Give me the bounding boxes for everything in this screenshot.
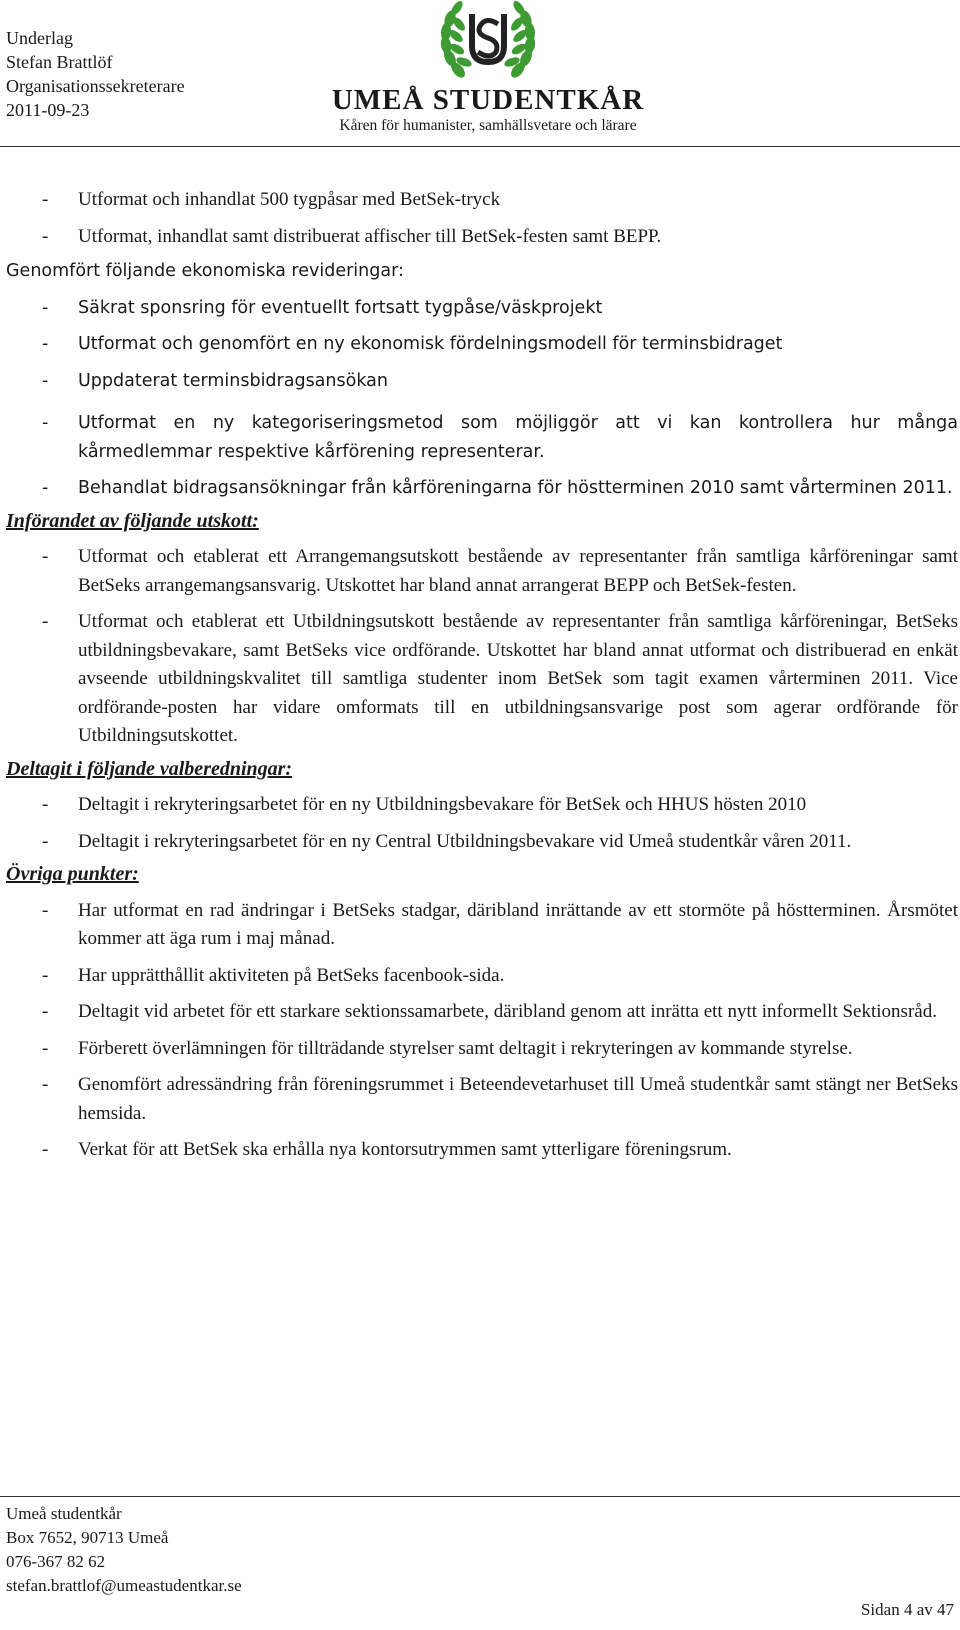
footer-divider xyxy=(0,1496,960,1497)
list-item: - Utformat en ny kategoriseringsmetod som möjliggör att vi kan kontrollera hur många kårmedlemmar respektive kårförening representerar. xyxy=(42,413,958,462)
list-item: - Utformat och genomfört en ny ekonomisk fördelningsmodell för terminsbidraget xyxy=(42,334,783,354)
list-item: - Genomfört adressändring från föreningsrummet i Beteendevetarhuset till Umeå studentkår samt stängt ner BetSeks hemsida. xyxy=(42,1074,958,1124)
brand-name: UMEÅ STUDENTKÅR xyxy=(331,84,645,116)
list-item: - Säkrat sponsring för eventuellt fortsatt tygpåse/väskprojekt xyxy=(42,297,603,318)
list-item: - Utformat, inhandlat samt distribuerat affischer till BetSek-festen samt BEPP. xyxy=(42,225,662,247)
footer-phone: 076-367 82 62 xyxy=(6,1552,106,1571)
document-meta xyxy=(6,26,185,122)
nominations-heading: Deltagit i följande valberedningar: xyxy=(6,757,293,780)
list-item: - Förberett överlämningen för tillträdande styrelser samt deltagit i rekryteringen av kommande styrelse. xyxy=(42,1037,853,1059)
list-item: - Utformat och etablerat ett Arrangemangsutskott bestående av representanter från samtliga kårföreningar samt BetSeks arrangemangsansvarig. Utskottet har bland annat arrangerat BEPP och BetSek-festen. xyxy=(42,546,958,596)
page-header xyxy=(0,0,960,150)
list-item: - Utformat och inhandlat 500 tygpåsar med BetSek-tryck xyxy=(42,189,501,210)
document-body xyxy=(6,186,958,1165)
list-item: - Utformat och etablerat ett Utbildningsutskott bestående av representanter från samtliga kårföreningar, BetSeks utbildningsbevakare, samt BetSeks vice ordförande. Utskottet har bland annat utformat och distribuerad en enkät avseende utbildningskvalitet till samtliga studenter inom BetSek som tagit examen vårterminen 2011. Vice ordförande-posten har vidare omformats till en utbildningsansvarige post som agerar ordförande för Utbildningsutskottet. xyxy=(42,611,958,746)
list-item: - Har utformat en rad ändringar i BetSeks stadgar, däribland inrättande av ett stormöte på höstterminen. Årsmötet kommer att äga rum i maj månad. xyxy=(42,899,958,949)
footer-org: Umeå studentkår xyxy=(6,1504,122,1523)
other-heading: Övriga punkter: xyxy=(6,863,139,885)
laurel-emblem-icon xyxy=(428,0,548,84)
list-item: - Deltagit i rekryteringsarbetet för en ny Central Utbildningsbevakare vid Umeå studentkår våren 2011. xyxy=(42,830,852,852)
header-divider xyxy=(0,146,960,147)
page-footer xyxy=(6,1502,242,1598)
meta-doc-type: Underlag xyxy=(6,28,73,48)
meta-author: Stefan Brattlöf xyxy=(6,52,113,72)
footer-address: Box 7652, 90713 Umeå xyxy=(6,1528,169,1547)
committees-heading: Införandet av följande utskott: xyxy=(6,509,259,532)
footer-email: stefan.brattlof@umeastudentkar.se xyxy=(6,1576,242,1595)
umea-studentkar-logo xyxy=(318,0,658,146)
list-item: - Deltagit i rekryteringsarbetet för en ny Utbildningsbevakare för BetSek och HHUS hösten 2010 xyxy=(42,794,807,815)
page-number: Sidan 4 av 47 xyxy=(860,1600,954,1619)
meta-role: Organisationssekreterare xyxy=(6,76,185,96)
economy-heading: Genomfört följande ekonomiska revideringar: xyxy=(6,261,404,281)
list-item: - Har upprätthållit aktiviteten på BetSeks facenbook-sida. xyxy=(42,964,505,986)
list-item: - Behandlat bidragsansökningar från kårföreningarna för höstterminen 2010 samt vårterminen 2011. xyxy=(42,478,953,498)
list-item: - Verkat för att BetSek ska erhålla nya kontorsutrymmen samt ytterligare föreningsrum. xyxy=(42,1139,732,1160)
brand-tagline: Kåren för humanister, samhällsvetare och lärare xyxy=(339,117,637,134)
list-item: - Deltagit vid arbetet för ett starkare sektionssamarbete, däribland genom att inrätta ett nytt informellt Sektionsråd. xyxy=(42,1001,937,1022)
meta-date: 2011-09-23 xyxy=(6,100,90,120)
list-item: - Uppdaterat terminsbidragsansökan xyxy=(42,370,388,391)
